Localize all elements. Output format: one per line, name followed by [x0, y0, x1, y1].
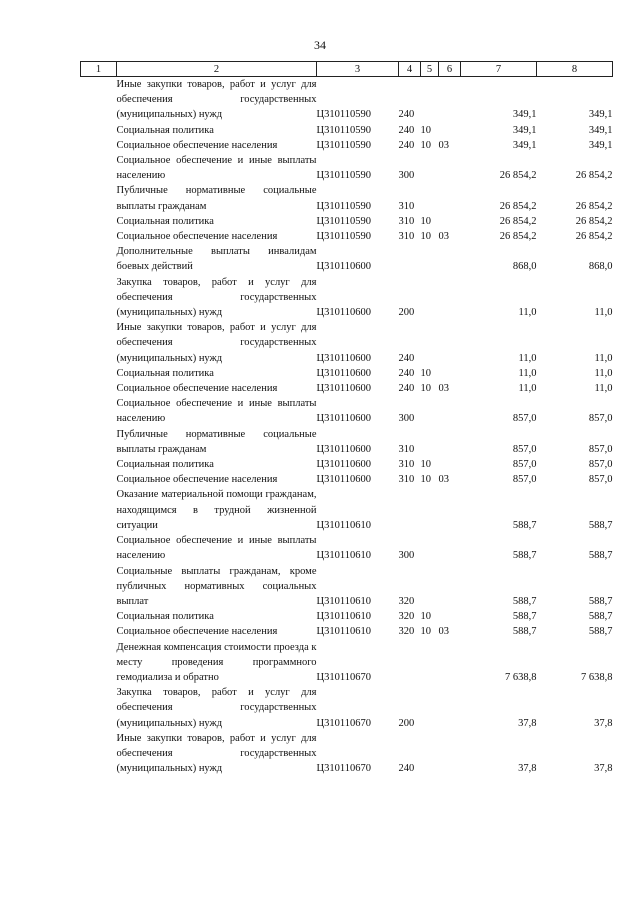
row-name-cell: Иные закупки товаров, работ и услуг для обеспечения государственных (муниципальных) нужд — [116, 79, 317, 121]
row-section-cell: 10 — [420, 367, 431, 379]
table-row — [81, 533, 613, 563]
row-subsection-cell — [439, 244, 461, 274]
table-row — [81, 640, 613, 686]
row-section-cell — [421, 564, 439, 610]
row-value-cell: 588,7 — [512, 595, 537, 607]
row-value-cell: 349,1 — [512, 124, 537, 136]
row-number-cell — [81, 320, 117, 366]
row-value-cell: 11,0 — [518, 352, 537, 364]
row-number-cell — [81, 472, 117, 487]
row-type-cell: 240 — [398, 109, 415, 121]
row-subsection-cell — [439, 457, 461, 472]
row-section-cell: 10 — [420, 626, 431, 638]
table-row — [81, 244, 613, 274]
table-row — [81, 214, 613, 229]
row-code-cell: Ц310110670 — [316, 763, 371, 775]
row-value2-cell: 857,0 — [588, 474, 613, 486]
row-number-cell — [81, 533, 117, 563]
row-type-cell: 320 — [398, 626, 415, 638]
row-subsection-cell: 03 — [438, 474, 449, 486]
row-type-cell: 240 — [398, 367, 415, 379]
row-value2-cell: 349,1 — [588, 139, 613, 151]
row-value-cell: 11,0 — [518, 367, 537, 379]
row-value-cell: 857,0 — [512, 459, 537, 471]
table-row — [81, 123, 613, 138]
row-subsection-cell — [439, 396, 461, 426]
row-type-cell: 240 — [398, 352, 415, 364]
row-value2-cell: 11,0 — [594, 383, 613, 395]
column-header-2: 2 — [117, 62, 317, 77]
table-row — [81, 77, 613, 123]
table-row — [81, 366, 613, 381]
column-header-6: 6 — [439, 62, 461, 77]
table-row — [81, 320, 613, 366]
row-type-cell: 310 — [398, 459, 415, 471]
row-subsection-cell — [439, 183, 461, 213]
row-value-cell: 857,0 — [512, 443, 537, 455]
row-name-cell: Социальное обеспечение и иные выплаты населению — [116, 398, 317, 425]
row-value2-cell: 588,7 — [588, 519, 613, 531]
row-value-cell: 868,0 — [512, 261, 537, 273]
row-number-cell — [81, 381, 117, 396]
row-number-cell — [81, 123, 117, 138]
row-number-cell — [81, 138, 117, 153]
row-value-cell: 349,1 — [512, 109, 537, 121]
row-number-cell — [81, 731, 117, 777]
row-name-cell: Дополнительные выплаты инвалидам боевых действий — [116, 246, 317, 273]
row-number-cell — [81, 244, 117, 274]
row-subsection-cell — [439, 153, 461, 183]
row-type-cell: 320 — [398, 595, 415, 607]
row-code-cell: Ц310110590 — [316, 170, 371, 182]
row-code-cell: Ц310110610 — [316, 626, 371, 638]
row-value2-cell: 37,8 — [594, 717, 613, 729]
row-value-cell: 26 854,2 — [499, 231, 537, 243]
row-section-cell — [421, 396, 439, 426]
row-subsection-cell — [439, 533, 461, 563]
row-number-cell — [81, 685, 117, 731]
row-name-cell: Публичные нормативные социальные выплаты гражданам — [116, 428, 317, 455]
row-value-cell: 7 638,8 — [505, 671, 537, 683]
header-row — [81, 62, 613, 77]
row-section-cell: 10 — [420, 124, 431, 136]
row-type-cell: 200 — [398, 717, 415, 729]
row-code-cell: Ц310110600 — [316, 307, 371, 319]
row-subsection-cell — [439, 487, 461, 533]
row-name-cell: Социальное обеспечение населения — [116, 383, 278, 395]
row-name-cell: Социальная политика — [116, 367, 214, 379]
row-name-cell: Социальные выплаты гражданам, кроме публичных нормативных социальных выплат — [116, 565, 317, 607]
table-row — [81, 609, 613, 624]
row-type-cell: 300 — [398, 413, 415, 425]
row-value-cell: 588,7 — [512, 626, 537, 638]
row-value2-cell: 11,0 — [594, 307, 613, 319]
row-code-cell: Ц310110590 — [316, 124, 371, 136]
row-code-cell: Ц310110600 — [316, 383, 371, 395]
row-section-cell — [421, 244, 439, 274]
row-section-cell: 10 — [420, 611, 431, 623]
column-header-3: 3 — [317, 62, 399, 77]
row-value-cell: 11,0 — [518, 383, 537, 395]
row-code-cell: Ц310110610 — [316, 595, 371, 607]
table-row — [81, 427, 613, 457]
row-code-cell: Ц310110590 — [316, 231, 371, 243]
row-value2-cell: 857,0 — [588, 459, 613, 471]
row-number-cell — [81, 275, 117, 321]
table-row — [81, 396, 613, 426]
row-value2-cell: 7 638,8 — [581, 671, 613, 683]
column-header-7: 7 — [461, 62, 537, 77]
row-section-cell — [421, 685, 439, 731]
row-section-cell: 10 — [420, 474, 431, 486]
row-value2-cell: 588,7 — [588, 611, 613, 623]
row-value-cell: 26 854,2 — [499, 200, 537, 212]
table-row — [81, 457, 613, 472]
row-code-cell: Ц310110600 — [316, 352, 371, 364]
budget-table — [80, 61, 613, 776]
row-code-cell: Ц310110600 — [316, 459, 371, 471]
row-type-cell: 240 — [398, 383, 415, 395]
row-value2-cell: 26 854,2 — [575, 170, 613, 182]
row-value-cell: 11,0 — [518, 307, 537, 319]
row-type-cell: 310 — [398, 215, 415, 227]
column-header-4: 4 — [399, 62, 421, 77]
row-type-cell: 200 — [398, 307, 415, 319]
table-row — [81, 153, 613, 183]
table-body — [81, 77, 613, 777]
row-section-cell: 10 — [420, 383, 431, 395]
row-value-cell: 588,7 — [512, 550, 537, 562]
column-header-5: 5 — [421, 62, 439, 77]
table-row — [81, 229, 613, 244]
table-row — [81, 472, 613, 487]
row-value2-cell: 11,0 — [594, 367, 613, 379]
table-row — [81, 183, 613, 213]
row-section-cell — [421, 731, 439, 777]
row-subsection-cell: 03 — [438, 231, 449, 243]
row-type-cell: 310 — [398, 231, 415, 243]
table-row — [81, 275, 613, 321]
row-code-cell: Ц310110590 — [316, 139, 371, 151]
row-section-cell: 10 — [420, 231, 431, 243]
row-name-cell: Социальное обеспечение и иные выплаты населению — [116, 155, 317, 182]
row-value2-cell: 588,7 — [588, 550, 613, 562]
row-code-cell: Ц310110670 — [316, 717, 371, 729]
row-name-cell: Социальное обеспечение населения — [116, 231, 278, 243]
row-name-cell: Социальная политика — [116, 215, 214, 227]
row-code-cell: Ц310110610 — [316, 519, 371, 531]
row-type-cell — [399, 244, 421, 274]
row-code-cell: Ц310110610 — [316, 550, 371, 562]
row-section-cell — [421, 153, 439, 183]
row-subsection-cell: 03 — [438, 383, 449, 395]
row-value2-cell: 26 854,2 — [575, 231, 613, 243]
row-section-cell — [421, 427, 439, 457]
row-type-cell: 300 — [398, 170, 415, 182]
row-subsection-cell — [439, 123, 461, 138]
row-number-cell — [81, 624, 117, 639]
column-header-1: 1 — [81, 62, 117, 77]
table-row — [81, 624, 613, 639]
row-value2-cell: 26 854,2 — [575, 200, 613, 212]
table-row — [81, 564, 613, 610]
row-code-cell: Ц310110600 — [316, 413, 371, 425]
row-type-cell: 310 — [398, 443, 415, 455]
row-section-cell — [421, 183, 439, 213]
row-number-cell — [81, 457, 117, 472]
row-section-cell: 10 — [420, 139, 431, 151]
row-subsection-cell — [439, 275, 461, 321]
row-section-cell — [421, 275, 439, 321]
row-number-cell — [81, 487, 117, 533]
row-name-cell: Закупка товаров, работ и услуг для обеспечения государственных (муниципальных) нужд — [116, 276, 317, 319]
row-name-cell: Иные закупки товаров, работ и услуг для обеспечения государственных (муниципальных) нужд — [116, 732, 317, 775]
row-section-cell — [421, 533, 439, 563]
row-name-cell: Социальная политика — [116, 459, 214, 471]
row-code-cell: Ц310110600 — [316, 367, 371, 379]
row-value-cell: 857,0 — [512, 413, 537, 425]
row-name-cell: Социальное обеспечение населения — [116, 626, 278, 638]
row-code-cell: Ц310110600 — [316, 474, 371, 486]
row-number-cell — [81, 77, 117, 123]
row-type-cell: 240 — [398, 124, 415, 136]
row-number-cell — [81, 609, 117, 624]
row-subsection-cell — [439, 564, 461, 610]
row-section-cell — [421, 77, 439, 123]
row-value-cell: 349,1 — [512, 139, 537, 151]
row-section-cell: 10 — [420, 459, 431, 471]
row-value2-cell: 588,7 — [588, 595, 613, 607]
row-value2-cell: 37,8 — [594, 763, 613, 775]
table-row — [81, 138, 613, 153]
row-name-cell: Социальное обеспечение и иные выплаты населению — [116, 535, 317, 562]
row-number-cell — [81, 564, 117, 610]
row-type-cell: 310 — [398, 200, 415, 212]
table-row — [81, 685, 613, 731]
row-type-cell: 320 — [398, 611, 415, 623]
row-number-cell — [81, 427, 117, 457]
row-subsection-cell — [439, 609, 461, 624]
row-type-cell: 300 — [398, 550, 415, 562]
row-value2-cell: 11,0 — [594, 352, 613, 364]
table-row — [81, 731, 613, 777]
row-type-cell — [399, 487, 421, 533]
row-name-cell: Публичные нормативные социальные выплаты гражданам — [116, 185, 317, 212]
row-value2-cell: 868,0 — [588, 261, 613, 273]
row-subsection-cell — [439, 77, 461, 123]
row-value2-cell: 857,0 — [588, 443, 613, 455]
row-type-cell — [399, 640, 421, 686]
row-value-cell: 26 854,2 — [499, 215, 537, 227]
row-number-cell — [81, 153, 117, 183]
row-value-cell: 37,8 — [518, 717, 537, 729]
row-code-cell: Ц310110590 — [316, 109, 371, 121]
row-value-cell: 37,8 — [518, 763, 537, 775]
row-type-cell: 240 — [398, 139, 415, 151]
row-value-cell: 857,0 — [512, 474, 537, 486]
row-subsection-cell — [439, 685, 461, 731]
row-number-cell — [81, 229, 117, 244]
row-value2-cell: 26 854,2 — [575, 215, 613, 227]
row-name-cell: Социальное обеспечение населения — [116, 139, 278, 151]
row-subsection-cell — [439, 366, 461, 381]
row-number-cell — [81, 183, 117, 213]
row-subsection-cell — [439, 731, 461, 777]
row-number-cell — [81, 214, 117, 229]
row-section-cell: 10 — [420, 215, 431, 227]
row-code-cell: Ц310110600 — [316, 443, 371, 455]
row-value2-cell: 588,7 — [588, 626, 613, 638]
row-name-cell: Социальная политика — [116, 611, 214, 623]
row-value2-cell: 857,0 — [588, 413, 613, 425]
page-number: 34 — [314, 38, 326, 52]
row-number-cell — [81, 366, 117, 381]
row-code-cell: Ц310110670 — [316, 671, 371, 683]
row-name-cell: Социальное обеспечение населения — [116, 474, 278, 486]
row-type-cell: 240 — [398, 763, 415, 775]
row-value2-cell: 349,1 — [588, 109, 613, 121]
row-value-cell: 588,7 — [512, 519, 537, 531]
row-code-cell: Ц310110610 — [316, 611, 371, 623]
row-number-cell — [81, 640, 117, 686]
row-name-cell: Иные закупки товаров, работ и услуг для обеспечения государственных (муниципальных) нужд — [116, 322, 317, 364]
table-row — [81, 381, 613, 396]
row-name-cell: Оказание материальной помощи гражданам, находящимся в трудной жизненной ситуации — [116, 489, 317, 531]
row-value-cell: 26 854,2 — [499, 170, 537, 182]
row-subsection-cell — [439, 320, 461, 366]
row-subsection-cell — [439, 427, 461, 457]
row-section-cell — [421, 640, 439, 686]
row-value-cell: 588,7 — [512, 611, 537, 623]
row-number-cell — [81, 396, 117, 426]
table-row — [81, 487, 613, 533]
row-code-cell: Ц310110590 — [316, 200, 371, 212]
row-code-cell: Ц310110600 — [316, 261, 371, 273]
row-subsection-cell: 03 — [438, 139, 449, 151]
row-code-cell: Ц310110590 — [316, 215, 371, 227]
row-subsection-cell — [439, 214, 461, 229]
row-section-cell — [421, 487, 439, 533]
row-name-cell: Денежная компенсация стоимости проезда к месту проведения программного гемодиализа и обратно — [116, 641, 317, 683]
row-section-cell — [421, 320, 439, 366]
row-name-cell: Социальная политика — [116, 124, 214, 136]
column-header-8: 8 — [537, 62, 613, 77]
row-value2-cell: 349,1 — [588, 124, 613, 136]
row-subsection-cell — [439, 640, 461, 686]
row-subsection-cell: 03 — [438, 626, 449, 638]
row-type-cell: 310 — [398, 474, 415, 486]
row-name-cell: Закупка товаров, работ и услуг для обеспечения государственных (муниципальных) нужд — [116, 687, 317, 729]
